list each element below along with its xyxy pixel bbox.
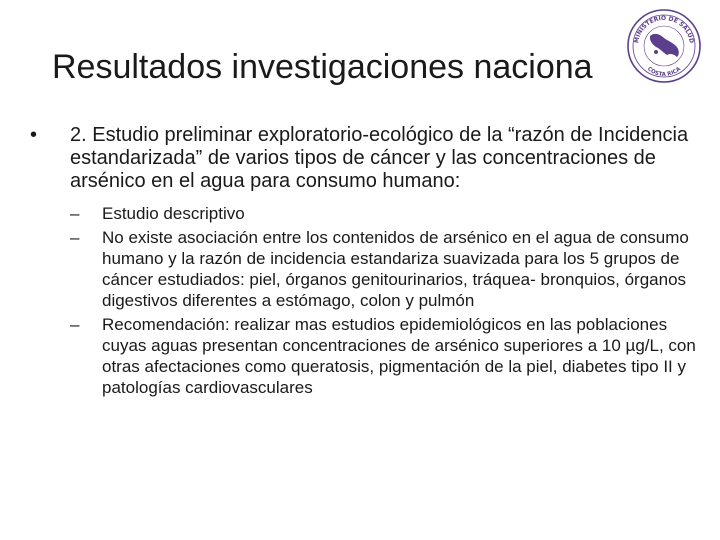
sub-bullet-list	[30, 203, 700, 398]
seal-top-text: MINISTERIO DE SALUD	[633, 14, 695, 44]
sub-bullet-item	[70, 203, 700, 224]
sub-bullet-text: Estudio descriptivo	[102, 204, 245, 223]
sub-bullet-item	[70, 227, 700, 311]
bullet-marker: •	[30, 124, 38, 146]
slide-title: Resultados investigaciones naciona	[52, 48, 593, 86]
main-bullet-text: 2. Estudio preliminar exploratorio-ecológico de la “razón de Incidencia estandarizada” de varios tipos de cáncer y las concentraciones de arsénico en el agua para consumo humano:	[70, 124, 689, 192]
sub-bullet-text: No existe asociación entre los contenidos de arsénico en el agua de consumo humano y la razón de incidencia estandariza suavizada para los 5 grupos de cáncer estudiados: piel, órganos genitourinarios, tráquea- bronquios, órganos digestivos diferentes a estómago, colon y pulmón	[102, 228, 689, 310]
sub-bullet-item	[70, 314, 700, 398]
ministry-seal-logo	[626, 8, 702, 84]
seal-bottom-text: COSTA RICA	[645, 66, 683, 79]
dash-marker: –	[70, 315, 80, 334]
main-bullet	[30, 124, 700, 193]
dash-marker: –	[70, 204, 80, 223]
seal-icon	[626, 8, 702, 84]
sub-bullet-text: Recomendación: realizar mas estudios epidemiológicos en las poblaciones cuyas aguas presentan concentraciones de arsénico superiores a 10 µg/L, con otras afectaciones como queratosis, pigmentación de la piel, diabetes tipo II y patologías cardiovasculares	[102, 315, 696, 397]
dash-marker: –	[70, 228, 80, 247]
slide-body	[30, 124, 700, 401]
